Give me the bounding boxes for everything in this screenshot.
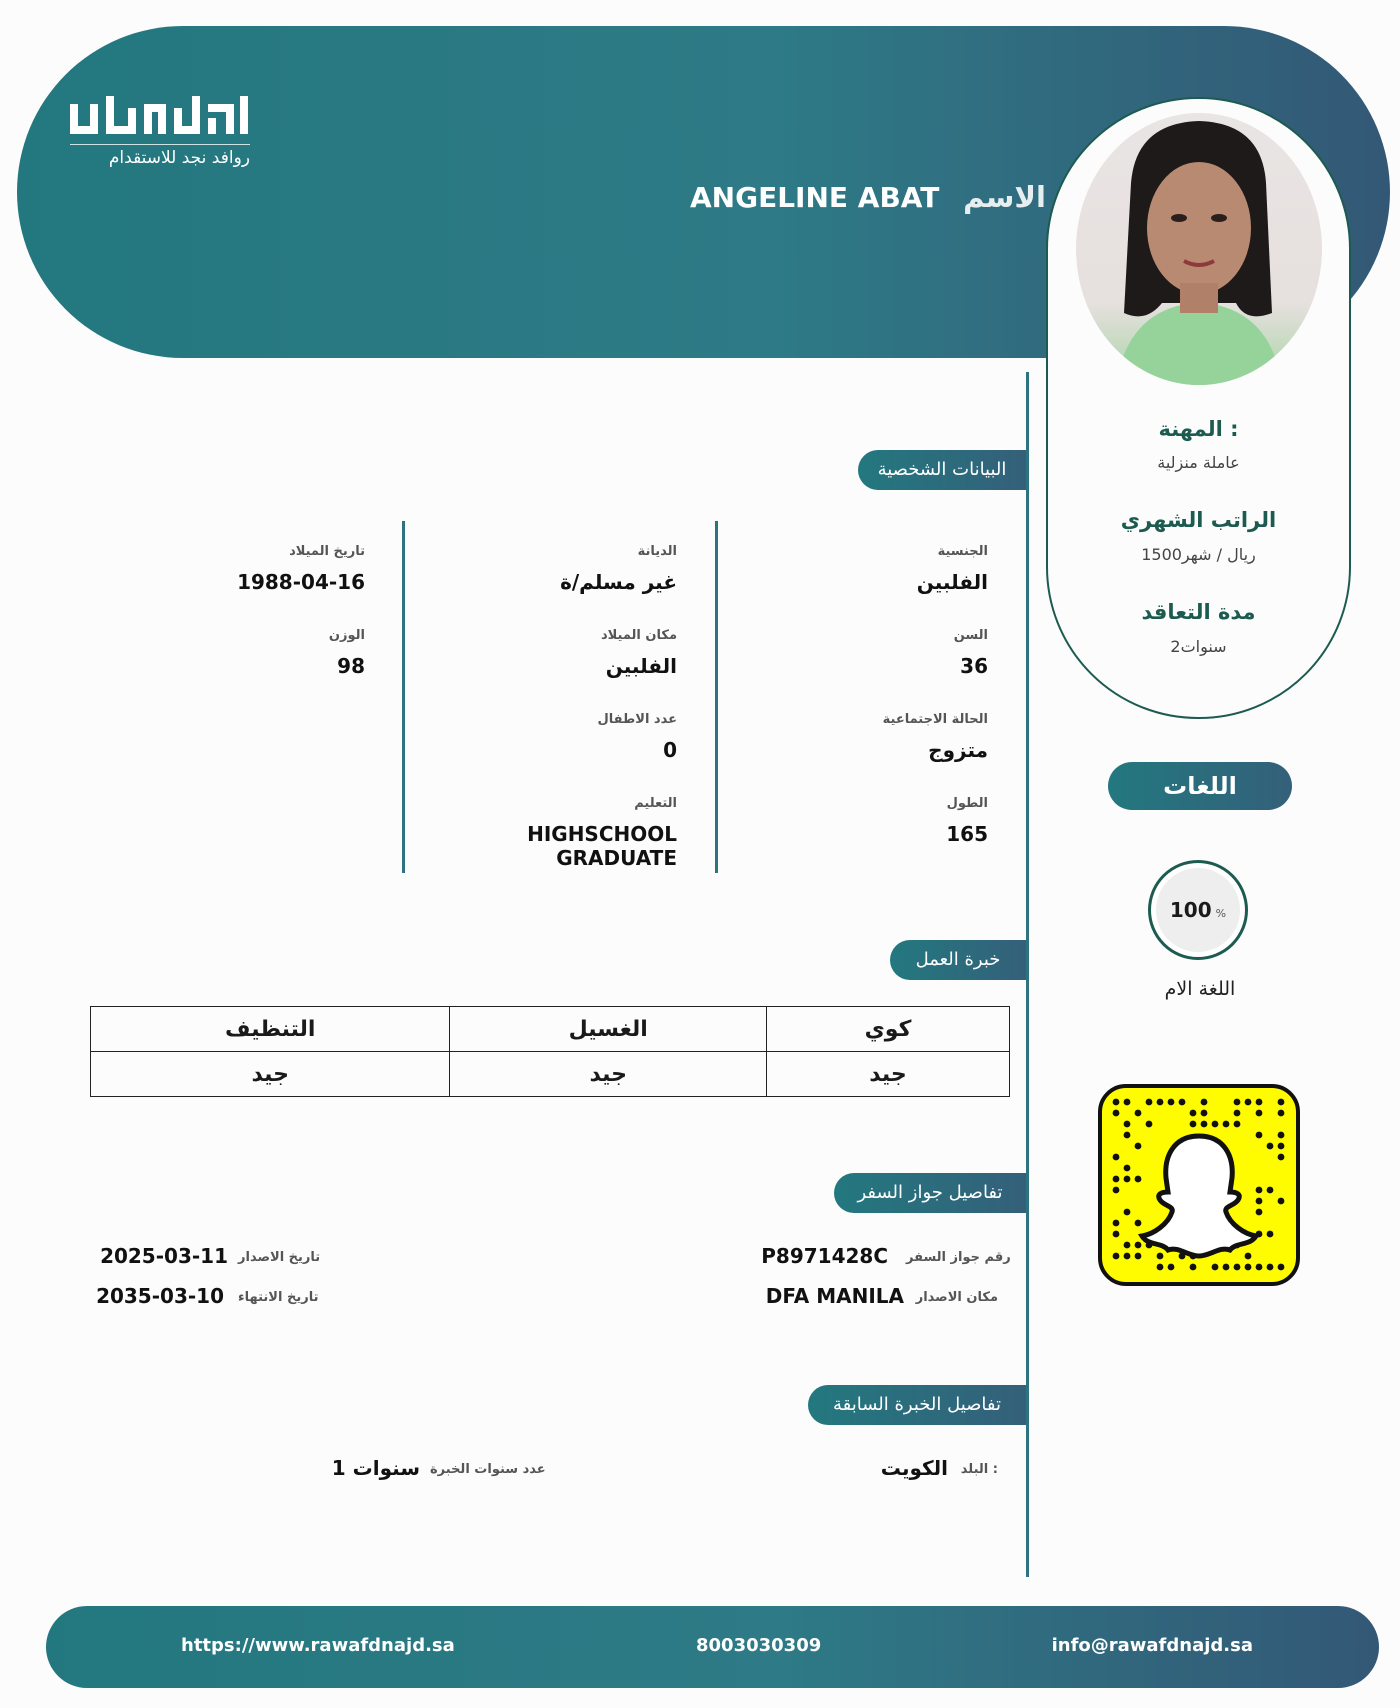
language-percent-unit: % [1215,907,1227,920]
skill-header: التنظيف [91,1007,450,1052]
skill-rating: جيد [91,1052,450,1097]
passport-issue-label: تاريخ الاصدار [238,1250,321,1265]
salary-value: 1500ريال / شهر [1141,545,1256,564]
field-value: غير مسلم/ة [560,570,677,594]
field-label: السن [953,628,988,643]
logo-divider [70,144,250,145]
candidate-name: ANGELINE ABAT [690,181,940,214]
previous-section-title: تفاصيل الخبرة السابقة [808,1385,1026,1425]
candidate-photo [1076,113,1322,385]
previous-country-label: البلد : [960,1462,998,1477]
skill-header: كوي [767,1007,1010,1052]
salary-label: الراتب الشهري [1120,508,1277,532]
language-name: اللغة الام [1164,978,1236,1000]
language-percent-value: 100 [1169,898,1212,922]
contract-label: مدة التعاقد [1141,600,1256,624]
field-label: التعليم [634,796,677,811]
field-label: الوزن [328,628,365,643]
skill-rating: جيد [450,1052,767,1097]
footer-email-link[interactable]: info@rawafdnajd.sa [1051,1635,1253,1656]
field-label: مكان الميلاد [600,628,677,643]
name-label: الاسم [963,180,1046,214]
table-row [91,1052,1010,1097]
experience-section-title: خبرة العمل [890,940,1026,980]
field-value: الفلبين [916,570,988,594]
field-value: 36 [960,654,988,678]
profession-value: عاملة منزلية [1157,453,1240,472]
previous-years: 1 سنوات [331,1456,420,1480]
column-divider [402,521,405,873]
passport-place: DFA MANILA [765,1284,904,1308]
footer-website-link[interactable]: https://www.rawafdnajd.sa [181,1635,455,1656]
company-logo [70,96,250,142]
passport-expiry-date: 2035-03-10 [96,1284,224,1308]
languages-title: اللغات [1108,762,1292,810]
field-value: متزوج [928,738,988,762]
field-value: 0 [663,738,677,762]
field-value: 1988-04-16 [237,570,365,594]
table-row [91,1007,1010,1052]
passport-issue-date: 2025-03-11 [100,1244,228,1268]
footer-bar [46,1606,1379,1688]
contract-value: 2سنوات [1170,637,1227,656]
snapcode-icon[interactable] [1098,1084,1300,1286]
portrait-icon [1076,113,1322,385]
field-label: الطول [946,796,988,811]
column-divider [715,521,718,873]
passport-number: P8971428C [761,1244,888,1268]
field-value: 98 [337,654,365,678]
field-value: الفلبين [605,654,677,678]
logo-tagline: روافد نجد للاستقدام [108,148,250,168]
previous-country: الكويت [880,1456,948,1480]
profession-label: المهنة : [1158,417,1239,441]
field-label: الديانة [637,544,677,559]
footer-phone[interactable]: 8003030309 [696,1635,822,1656]
field-label: الحالة الاجتماعية [882,712,988,727]
field-label: عدد الاطفال [597,712,677,727]
field-label: تاريخ الميلاد [289,544,365,559]
previous-years-label: عدد سنوات الخبرة [430,1462,546,1477]
passport-place-label: مكان الاصدار [915,1290,998,1305]
passport-section-title: تفاصيل جواز السفر [834,1173,1026,1213]
passport-expiry-label: تاريخ الانتهاء [238,1290,319,1305]
skill-header: الغسيل [450,1007,767,1052]
skill-rating: جيد [767,1052,1010,1097]
field-value: HIGHSCHOOL GRADUATE [527,822,677,870]
personal-section-title: البيانات الشخصية [858,450,1026,490]
field-value: 165 [946,822,988,846]
skills-table [90,1006,1010,1097]
passport-number-label: رقم جواز السفر [906,1250,1011,1265]
candidate-name-row [690,180,1046,214]
language-percent [1156,868,1240,952]
field-label: الجنسية [937,544,988,559]
section-divider [1026,372,1029,1577]
